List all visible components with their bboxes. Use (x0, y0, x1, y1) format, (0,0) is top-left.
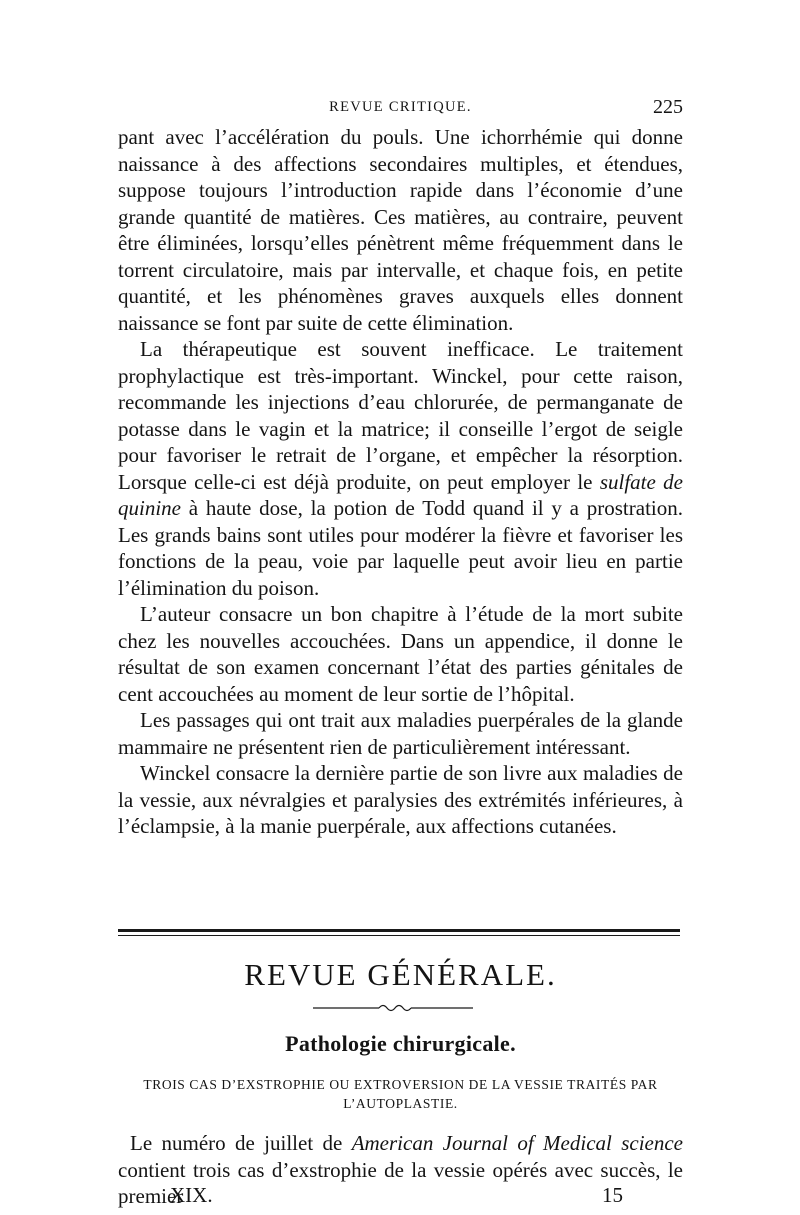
page-footer (118, 1182, 683, 1208)
paragraph-ichorrhemie: pant avec l’accélération du pouls. Une ichorrhémie qui donne naissance à des affections secondaires multiples, et étendues, suppose toujours l’introduction rapide dans l’économie d’une grande quantité de matières. Ces matières, au contraire, peuvent être éliminées, lorsqu’elles pénètrent même fréquemment dans le torrent circulatoire, mais par intervalle, et chaque fois, en petite quantité, et les phénomènes graves auxquels elles donnent naissance se font par suite de cette élimination. (118, 125, 683, 335)
paragraph-therapeutique-cont-1: Lorsque celle-ci est déjà produite, on peut employer le (118, 469, 600, 494)
paragraph-therapeutique (118, 336, 683, 601)
body-text (118, 124, 683, 840)
italic-sulfate-de-quinine: sulfate de quinine (118, 469, 683, 520)
paragraph-derniere-partie: Winckel consacre la dernière partie de son livre aux maladies de la vessie, aux névralgies et paralysies des extrémités inférieures, à l’éclampsie, à la manie puerpérale, aux affections cutanées. (118, 761, 683, 838)
section-title: REVUE GÉNÉRALE. (244, 957, 557, 992)
page-number: 225 (653, 96, 683, 118)
paragraph-therapeutique-text: La thérapeutique est souvent inefficace. Le traitement prophylactique est très-important. Winckel, pour cette raison, recommande les injections d’eau chlorurée, de permanganate de potasse dans le vagin et la matrice; il conseille l’ergot de seigle pour favoriser le retrait de l’organe, et empêcher la résorption. (118, 337, 683, 467)
running-title: REVUE CRITIQUE. (329, 99, 472, 115)
sheet-number: 15 (602, 1183, 623, 1207)
section-divider-rule (118, 929, 680, 936)
subsection-title: Pathologie chirurgicale. (285, 1031, 516, 1056)
italic-journal-name: American Journal of Medical science (351, 1131, 683, 1155)
paragraph-therapeutique-cont-2: à haute dose, la potion de Todd quand il y a prostration. Les grands bains sont utiles pour modérer la fièvre et favoriser les fonctions de la peau, voie par laquelle peut avoir lieu en partie l’élimination du poison. (118, 496, 683, 600)
paragraph-glande-mammaire: Les passages qui ont trait aux maladies puerpérales de la glande mammaire ne présentent rien de particulièrement intéressant. (118, 708, 683, 759)
running-head (118, 95, 683, 119)
article-text-after: contient trois cas d’exstrophie de la vessie opérés avec succès, le premier (118, 1157, 683, 1208)
signature-mark: XIX. (170, 1183, 213, 1207)
ornament-flourish-icon (313, 1002, 473, 1014)
article-text-before: Le numéro de juillet de (130, 1131, 352, 1155)
article-title: TROIS CAS D’EXSTROPHIE OU EXTROVERSION DE LA VESSIE TRAITÉS PAR L’AUTOPLASTIE. (143, 1077, 658, 1111)
paragraph-mort-subite: L’auteur consacre un bon chapitre à l’étude de la mort subite chez les nouvelles accouchées. Dans un appendice, il donne le résultat de son examen concernant l’état des parties génitales de cent accouchées au moment de leur sortie de l’hôpital. (118, 602, 683, 706)
